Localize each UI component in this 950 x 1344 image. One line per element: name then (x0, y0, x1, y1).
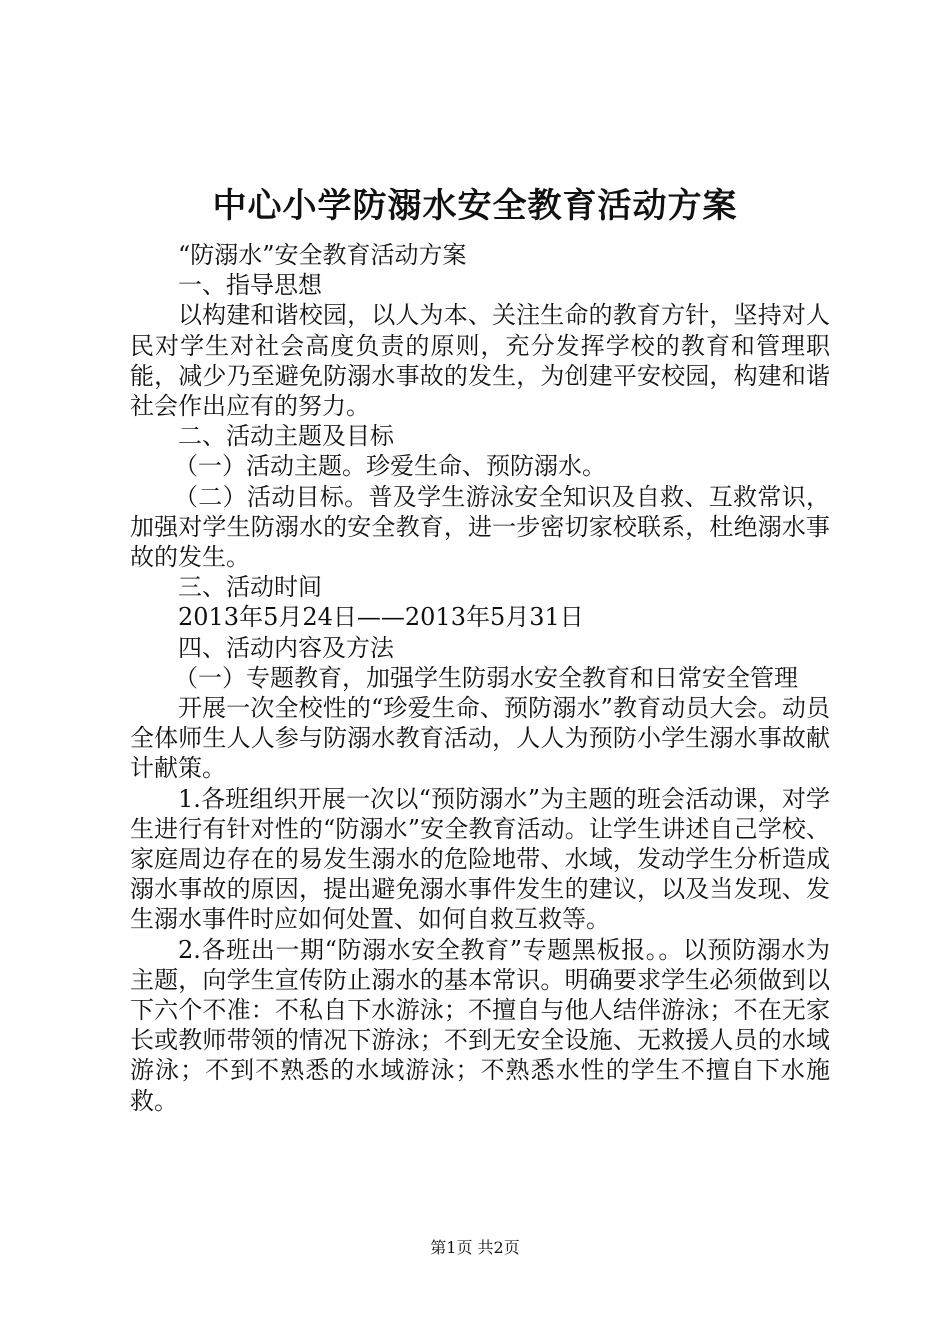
paragraph-blackboard-rules: 2.各班出一期“防溺水安全教育”专题黑板报。。以预防溺水为主题，向学生宣传防止溺水的基本常识。明确要求学生必须做到以下六个不准：不私自下水游泳；不擅自与他人结伴游泳；不在无家长或教师带领的情况下游泳；不到无安全设施、无救援人员的水域游泳；不到不熟悉的水域游泳；不熟悉水性的学生不擅自下水施救。 (130, 935, 830, 1115)
subtitle-paragraph: “防溺水”安全教育活动方案 (178, 241, 467, 269)
section-heading-3: 三、活动时间 (178, 573, 322, 602)
page-footer: 第1页 共2页 (430, 1238, 520, 1257)
section-heading-1: 一、指导思想 (178, 271, 322, 300)
paragraph-class-meeting: 1.各班组织开展一次以“预防溺水”为主题的班会活动课，对学生进行有针对性的“防溺水”安全教育活动。让学生讲述自己学校、家庭周边存在的易发生溺水的危险地带、水域，发动学生分析造成溺水事故的原因，提出避免溺水事件发生的建议，以及当发现、发生溺水事件时应如何处置、如何自救互救等。 (130, 784, 830, 934)
paragraph-mobilization-meeting: 开展一次全校性的“珍爱生命、预防溺水”教育动员大会。动员全体师生人人参与防溺水教育活动，人人为预防小学生溺水事故献计献策。 (130, 694, 830, 783)
document-body (130, 240, 830, 1116)
paragraph-special-education: （一）专题教育，加强学生防弱水安全教育和日常安全管理 (174, 663, 798, 692)
section-heading-2: 二、活动主题及目标 (178, 422, 394, 451)
paragraph-activity-theme: （一）活动主题。珍爱生命、预防溺水。 (174, 452, 606, 481)
paragraph-guiding-ideology: 以构建和谐校园，以人为本、关注生命的教育方针，坚持对人民对学生对社会高度负责的原则，充分发挥学校的教育和管理职能，减少乃至避免防溺水事故的发生，为创建平安校园，构建和谐社会作出应有的努力。 (130, 301, 830, 421)
section-heading-4: 四、活动内容及方法 (178, 633, 394, 662)
paragraph-activity-dates: 2013年5月24日——2013年5月31日 (178, 603, 584, 632)
document-title: 中心小学防溺水安全教育活动方案 (212, 186, 738, 226)
paragraph-activity-goal: （二）活动目标。普及学生游泳安全知识及自救、互救常识，加强对学生防溺水的安全教育，进一步密切家校联系，杜绝溺水事故的发生。 (130, 482, 830, 572)
